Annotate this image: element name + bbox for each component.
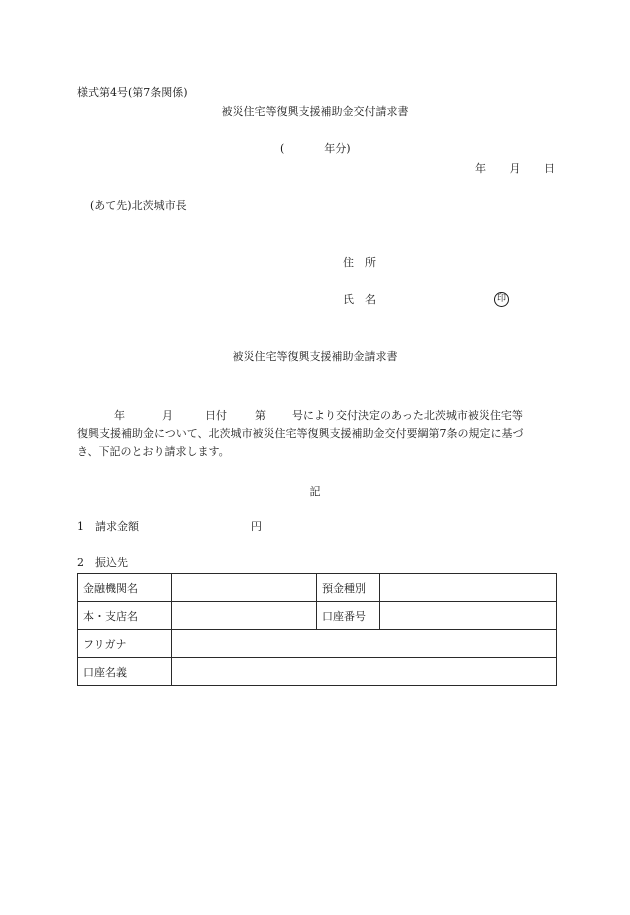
deposit-type-label: 預金種別 [317,574,380,602]
year-portion [280,143,351,154]
name-label: 氏 名 [343,293,376,306]
request-amount-row [77,521,262,532]
furigana-field[interactable] [172,630,557,658]
request-body-line-1 [77,407,557,425]
branch-label: 本・支店名 [78,602,172,630]
account-number-label: 口座番号 [317,602,380,630]
request-body-line-2: 復興支援補助金について、北茨城市被災住宅等復興支援補助金交付要綱第7条の規定に基づ [77,427,524,440]
request-body-line-3: き、下記のとおり請求します。 [77,445,230,458]
date-line [475,163,555,174]
seal-mark: 印 [494,292,509,307]
account-holder-label: 口座名義 [78,658,172,686]
transfer-destination-label: 2 振込先 [77,556,128,569]
date-month: 月 [509,162,521,175]
account-holder-field[interactable] [172,658,557,686]
table-row [78,574,557,602]
table-row [78,630,557,658]
date-day: 日 [544,162,555,175]
body-dated: 日付 [205,409,227,422]
financial-institution-field[interactable] [172,574,317,602]
table-row [78,602,557,630]
branch-field[interactable] [172,602,317,630]
financial-institution-label: 金融機関名 [78,574,172,602]
deposit-type-field[interactable] [380,574,557,602]
document-title: 被災住宅等復興支援補助金交付請求書 [221,105,409,118]
body-month: 月 [162,409,173,422]
bank-account-table [77,573,557,686]
address-label: 住 所 [343,256,376,269]
request-body [77,407,557,461]
table-row [78,658,557,686]
date-year: 年 [475,162,486,175]
account-number-field[interactable] [380,602,557,630]
form-number: 様式第4号(第7条関係) [77,86,188,99]
ki-heading: 記 [309,485,321,498]
year-portion-open: ( [280,142,285,155]
yen-unit: 円 [251,520,262,533]
request-amount-label: 1 請求金額 [77,520,139,533]
body-no-prefix: 第 [255,409,266,422]
sub-title: 被災住宅等復興支援補助金請求書 [232,350,398,363]
addressee: (あて先)北茨城市長 [90,199,187,212]
body-line-1-rest: 号により交付決定のあった北茨城市被災住宅等 [292,409,523,422]
body-year: 年 [114,409,125,422]
year-portion-label: 年分) [324,142,351,155]
furigana-label: フリガナ [78,630,172,658]
